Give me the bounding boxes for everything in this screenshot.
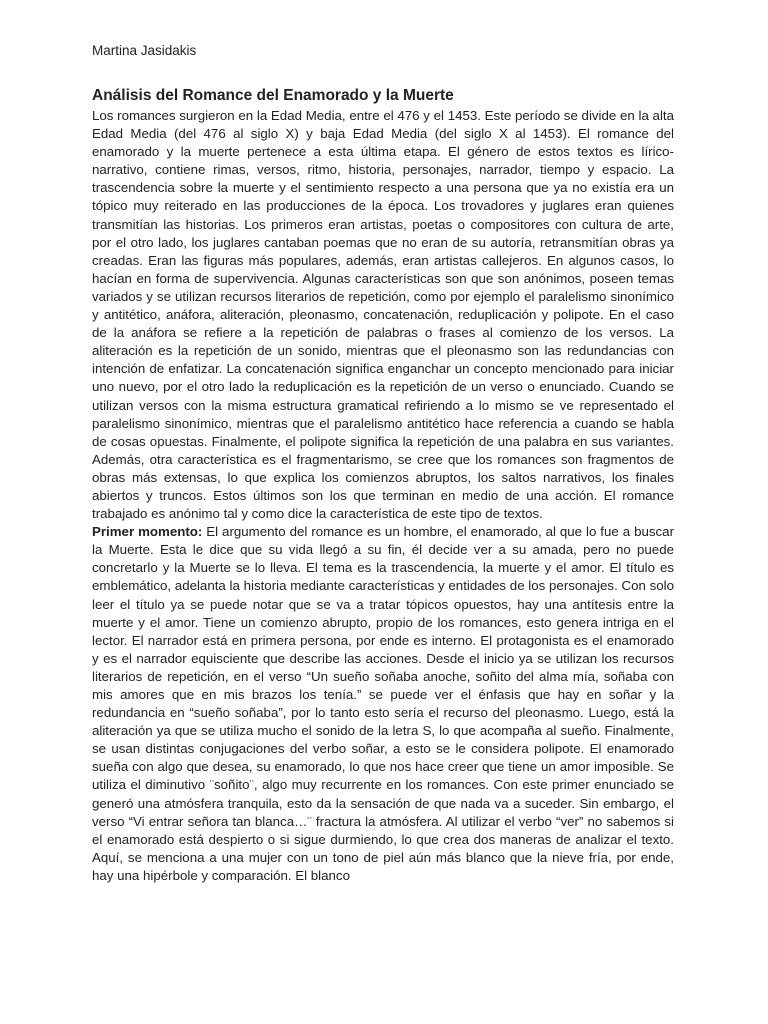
document-title: Análisis del Romance del Enamorado y la Muerte	[92, 87, 454, 104]
paragraph-text: Los romances surgieron en la Edad Media, entre el 476 y el 1453. Este período se divide en la alta Edad Media (del 476 al siglo X) y baja Edad Media (del siglo X al 1453). El romance del enamorado y la muerte pertenece a esta última etapa. El género de estos textos es lírico-narrativo, contiene rimas, versos, ritmo, historia, personajes, narrador, tiempo y espacio. La trascendencia sobre la muerte y el sentimiento respecto a una persona que ya no existía era un tópico muy reiterado en las producciones de la época. Los trovadores y juglares eran quienes transmitían las historias. Los primeros eran artistas, poetas o compositores con cultura de arte, por el otro lado, los juglares cantaban poemas que no eran de su autoría, retransmitían obras ya creadas. Eran las figuras más populares, además, eran artistas callejeros. En algunos casos, lo hacían en forma de supervivencia. Algunas características son que son anónimos, poseen temas variados y se utilizan recursos literarios de repetición, como por ejemplo el paralelismo sinonímico y antitético, anáfora, aliteración, pleonasmo, concatenación, reduplicación y polipote. En el caso de la anáfora se refiere a la repetición de palabras o frases al comienzo de los versos. La aliteración es la repetición de un sonido, mientras que el pleonasmo son las redundancias con intención de enfatizar. La concatenación significa enganchar un concepto mencionado para iniciar uno nuevo, por el otro lado la reduplicación es la repetición de un verso o enunciado. Cuando se utilizan versos con la misma estructura gramatical refiriendo a lo mismo se ve representado el paralelismo sinonímico, mientras que el paralelismo antitético hace referencia a cuando se habla de cosas opuestas. Finalmente, el polipote significa la repetición de una palabra en sus variantes. Además, otra característica es el fragmentarismo, se cree que los romances son fragmentos de obras más extensas, lo que explica los comienzos abruptos, los saltos narrativos, los finales abiertos y truncos. Estos últimos son los que terminan en medio de una acción. El romance trabajado es anónimo tal y como dice la característica de este tipo de textos.	[92, 108, 674, 522]
paragraph-text: El argumento del romance es un hombre, el enamorado, al que lo fue a buscar la Muerte. Esta le dice que su vida llegó a su fin, él decide ver a su amada, pero no puede concretarlo y la Muerte se lo lleva. El tema es la trascendencia, la muerte y el amor. El título es emblemático, adelanta la historia mediante características y entidades de los personajes. Con solo leer el título ya se puede notar que se va a tratar tópicos opuestos, hay una antítesis entre la muerte y el amor. Tiene un comienzo abrupto, propio de los romances, esto genera intriga en el lector. El narrador está en primera persona, por ende es interno. El protagonista es el enamorado y es el narrador equisciente que describe las acciones. Desde el inicio ya se utilizan los recursos literarios de repetición, en el verso “Un sueño soñaba anoche, soñito del alma mía, soñaba con mis amores que en mis brazos los tenía.” se puede ver el énfasis que hay en soñar y la redundancia en “sueño soñaba”, por lo tanto esto sería el recurso del pleonasmo. Luego, está la aliteración ya que se utiliza mucho el sonido de la letra S, lo que acompaña al sueño. Finalmente, se usan distintas conjugaciones del verbo soñar, a esto se le considera polipote. El enamorado sueña con algo que desea, su enamorado, lo que nos hace creer que tiene un amor imposible. Se utiliza el diminutivo ¨soñito¨, algo muy recurrente en los romances. Con este primer enunciado se generó una atmósfera tranquila, esto da la sensación de que nada va a suceder. Sin embargo, el verso “Vi entrar señora tan blanca…¨ fractura la atmósfera. Al utilizar el verbo “ver” no sabemos si el enamorado está despierto o si sigue durmiendo, lo que crea dos maneras de analizar el texto. Aquí, se menciona a una mujer con un tono de piel aún más blanco que la nieve fría, por ende, hay una hipérbole y comparación. El blanco	[92, 524, 674, 883]
paragraph-introduction	[92, 107, 674, 523]
paragraph-primer-momento	[92, 523, 674, 885]
paragraph-lead: Primer momento:	[92, 524, 203, 540]
document-body	[92, 107, 674, 885]
author-name: Martina Jasidakis	[92, 43, 197, 58]
